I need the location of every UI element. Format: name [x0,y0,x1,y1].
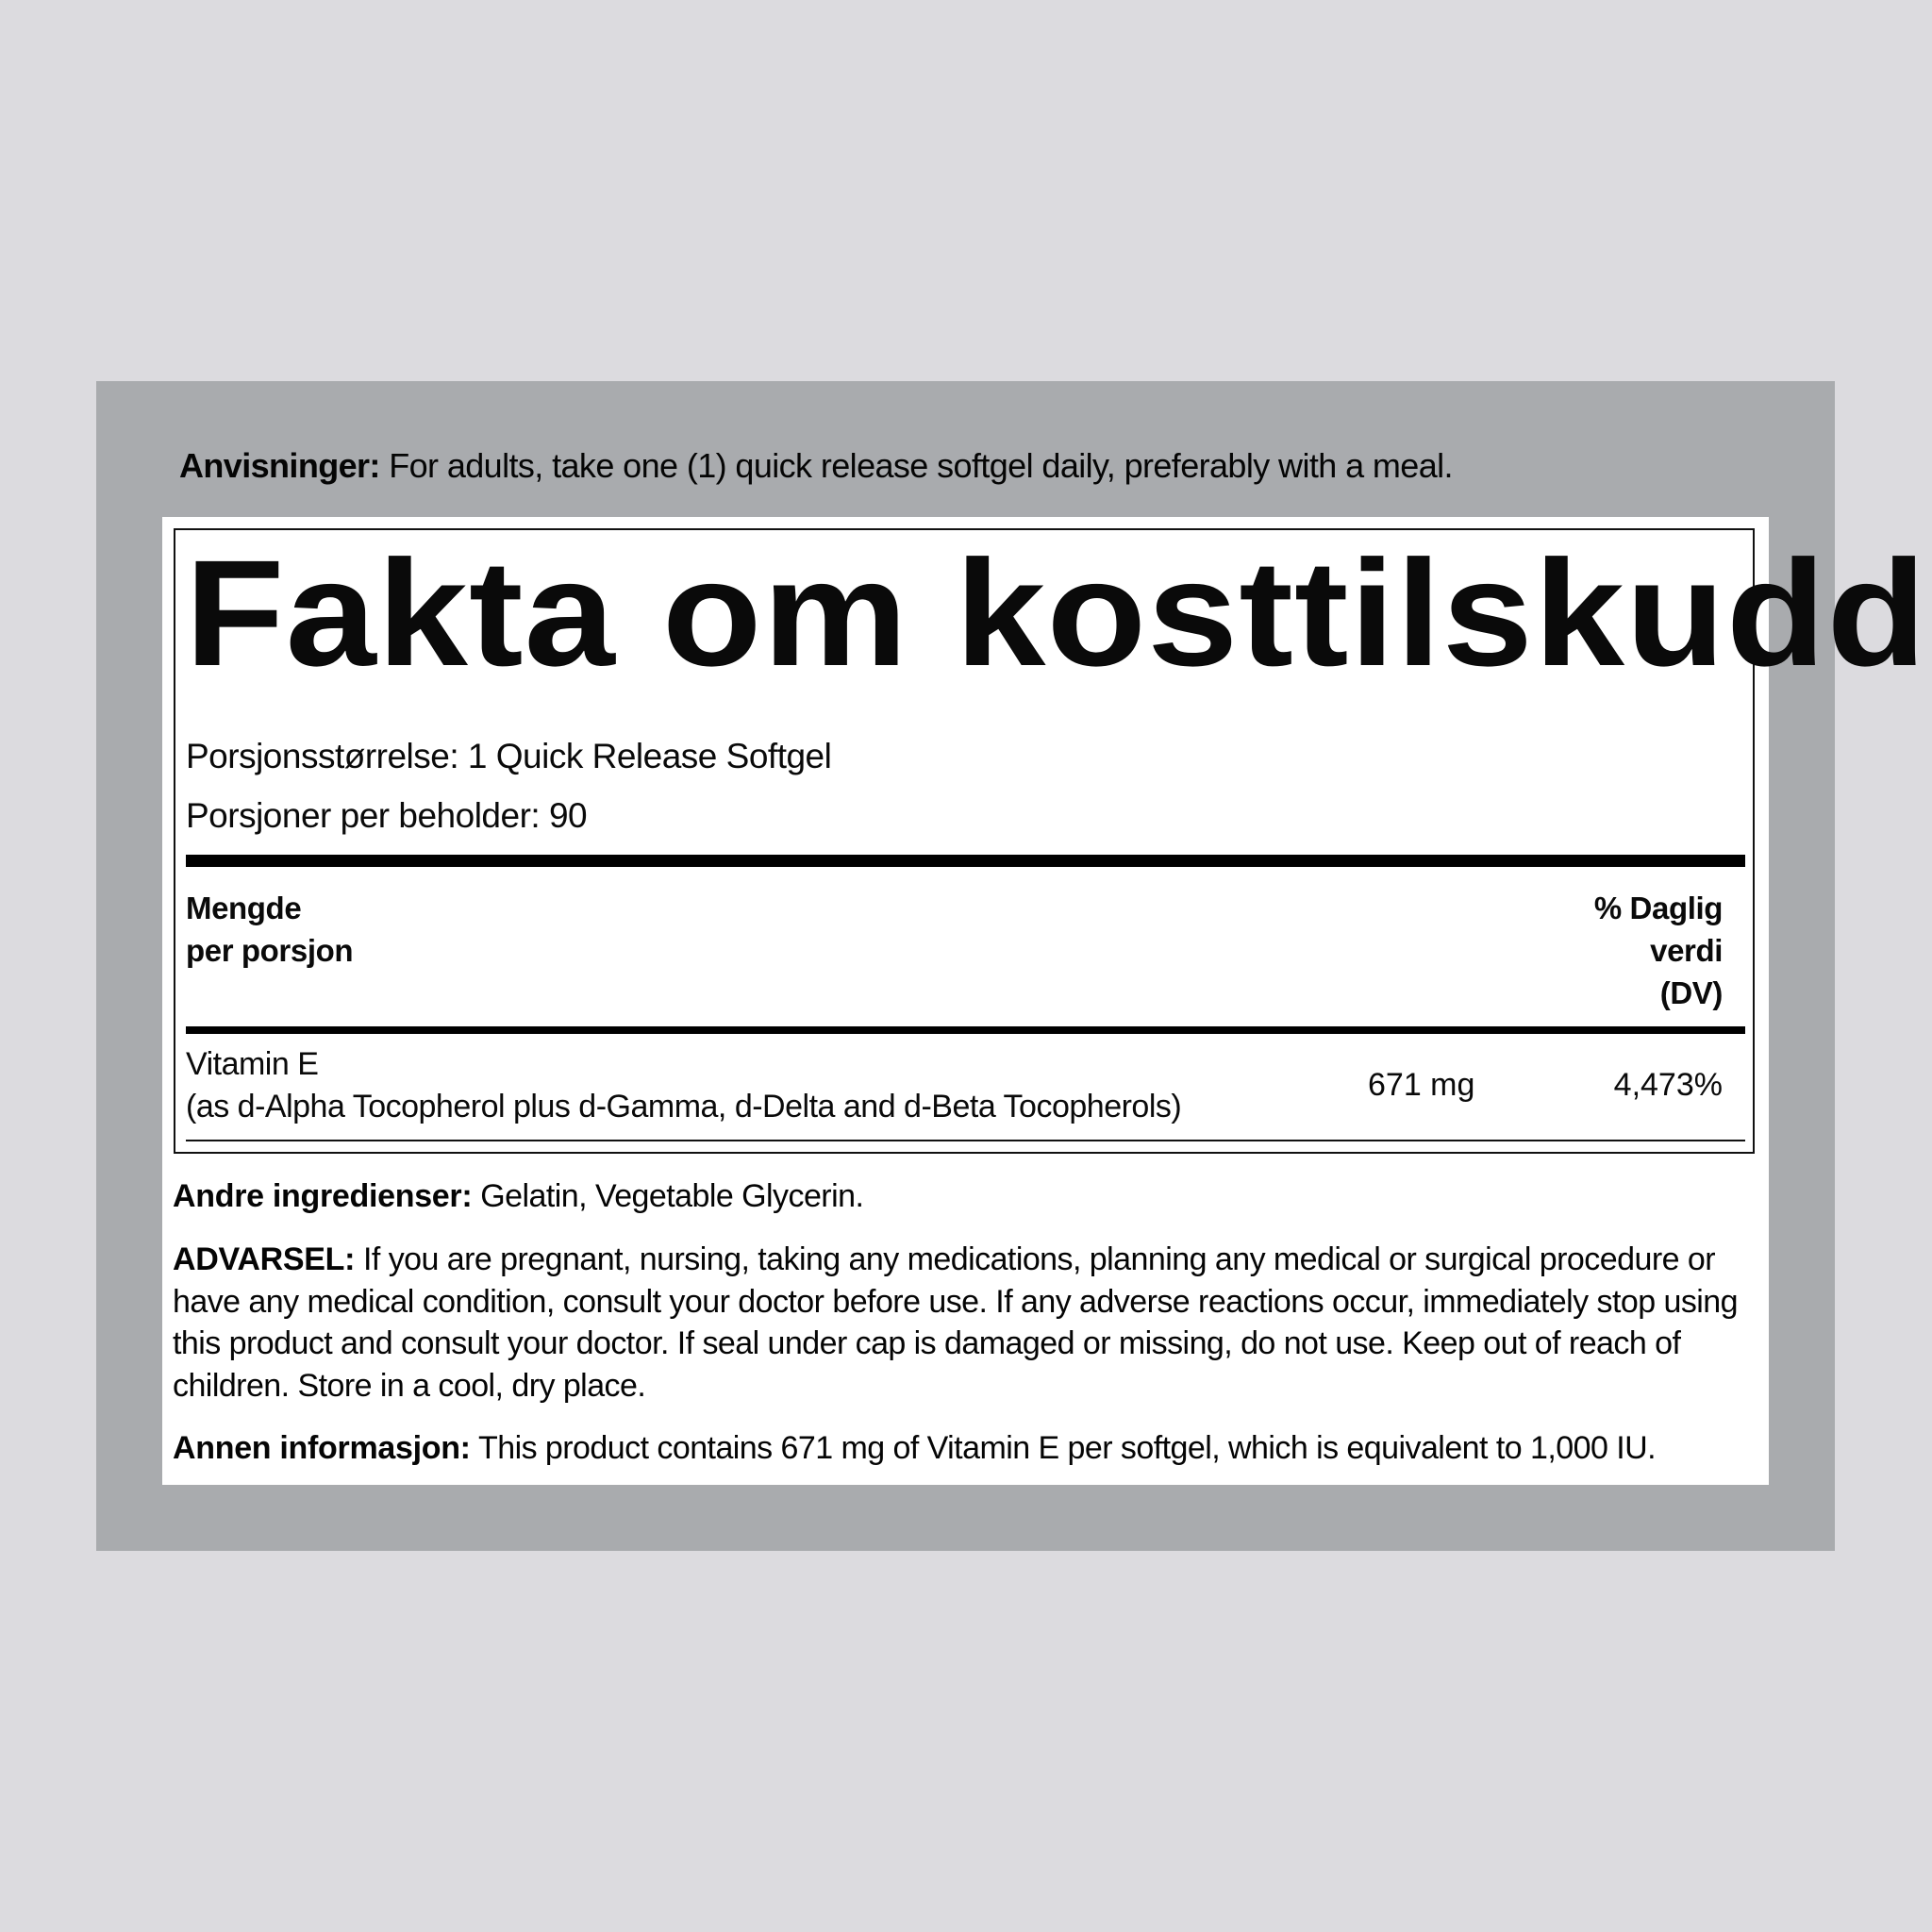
other-information [173,1427,1757,1470]
bottom-divider [186,1140,1745,1141]
other-ingredients [173,1175,1757,1218]
directions-text: For adults, take one (1) quick release softgel daily, preferably with a meal. [379,446,1453,485]
nutrient-row-name [186,1043,1181,1128]
other-info-label: Annen informasjon: [173,1430,471,1466]
serving-size: Porsjonsstørrelse: 1 Quick Release Softgel [186,737,832,775]
thick-divider [186,855,1745,867]
nutrient-daily-value: 4,473% [1613,1067,1723,1103]
header-left-line-2: per porsjon [186,933,354,968]
directions-line [179,443,1453,489]
nutrient-amount: 671 mg [1368,1067,1475,1103]
amount-per-serving-header [186,887,353,972]
nutrient-name: Vitamin E [186,1046,319,1082]
directions-label: Anvisninger: [179,446,380,485]
daily-value-header [1594,887,1723,1014]
other-info-text: This product contains 671 mg of Vitamin E per softgel, which is equivalent to 1,000 IU. [470,1430,1657,1466]
header-right-line-1: % Daglig [1593,891,1723,925]
header-right-line-3: (DV) [1659,975,1723,1010]
warning-text: If you are pregnant, nursing, taking any medications, planning any medical or surgical procedure or have any medical condition, consult your doctor before use. If any adverse reactions occur, immediately stop using this product and consult your doctor. If seal under cap is damaged or missing, do not use. Keep out of reach of children. Store in a cool, dry place. [173,1241,1738,1404]
warning [173,1239,1757,1407]
nutrient-detail: (as d-Alpha Tocopherol plus d-Gamma, d-Delta and d-Beta Tocopherols) [186,1089,1182,1124]
servings-per-container: Porsjoner per beholder: 90 [186,796,588,835]
facts-title: Fakta om kosttilskudd [185,528,1928,697]
header-divider [186,1026,1745,1034]
header-right-line-2: verdi [1650,933,1723,968]
warning-label: ADVARSEL: [173,1241,356,1277]
other-ingredients-text: Gelatin, Vegetable Glycerin. [472,1178,864,1214]
other-ingredients-label: Andre ingredienser: [173,1178,473,1214]
header-left-line-1: Mengde [186,891,302,925]
